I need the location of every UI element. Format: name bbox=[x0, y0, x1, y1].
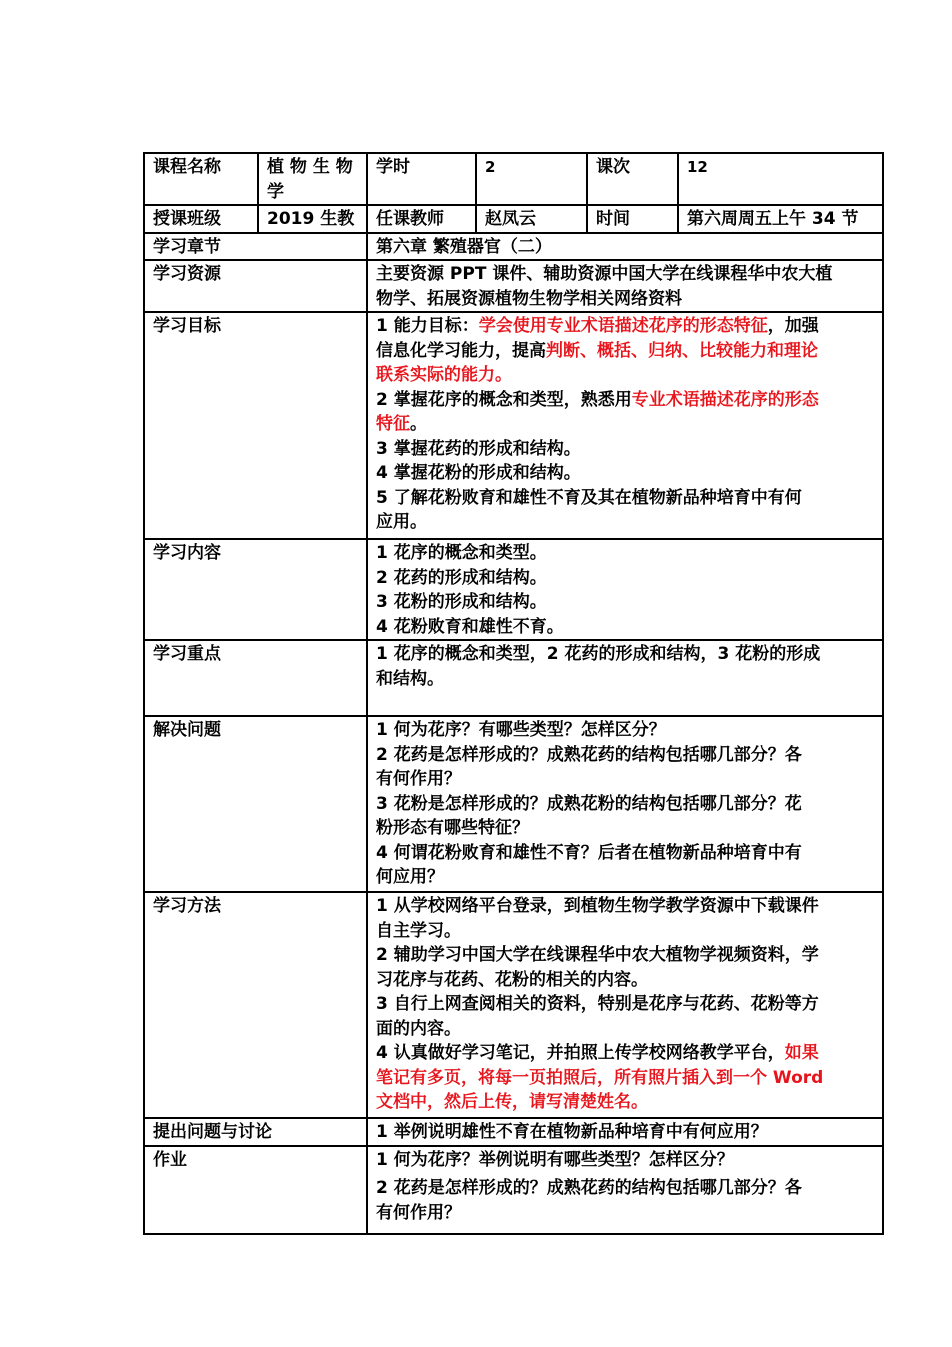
goal-1-line-1: 1 能力目标：学会使用专业术语描述花序的形态特征，加强 bbox=[376, 316, 819, 336]
problems-value: 1 何为花序？有哪些类型？怎样区分？ 2 花药是怎样形成的？成熟花药的结构包括哪几部分？各 有何作用？ 3 花粉是怎样形成的？成熟花粉的结构包括哪几部分？花 粉形态有哪些特征？ 4 何谓花粉败育和雄性不育？后者在植物新品种培育中有 何应用？ bbox=[367, 716, 883, 892]
content-item: 4 花粉败育和雄性不育。 bbox=[376, 616, 564, 637]
goal-1-line-3: 联系实际的能力。 bbox=[376, 365, 512, 385]
content-item: 2 花药的形成和结构。 bbox=[376, 567, 547, 588]
row-methods bbox=[144, 892, 883, 1118]
discussion-value: 1 举例说明雄性不育在植物新品种培育中有何应用？ bbox=[367, 1118, 883, 1146]
content-label: 学习内容 bbox=[144, 539, 367, 640]
content-item: 3 花粉的形成和结构。 bbox=[376, 592, 547, 612]
goal-5-line-2: 应用。 bbox=[376, 512, 427, 532]
chapter-label: 学习章节 bbox=[144, 233, 367, 261]
methods-value: 1 从学校网络平台登录，到植物生物学教学资源中下载课件 自主学习。 2 辅助学习中国大学在线课程华中农大植物学视频资料，学 习花序与花药、花粉的相关的内容。 3 自行上网查阅相关的资料，特别是花序与花药、花粉等方 面的内容。 4 认真做好学习笔记，并拍照上传学校网络教学平台，如果 笔记有多页，将每一页拍照后，所有照片插入到一个 Word 文档中，然后上传，请写清楚姓名。 bbox=[367, 892, 883, 1118]
goal-2-line-2: 特征。 bbox=[376, 414, 427, 434]
goal-5-line-1: 5 了解花粉败育和雄性不育及其在植物新品种培育中有何 bbox=[376, 487, 802, 508]
row-goals bbox=[144, 312, 883, 539]
problems-label: 解决问题 bbox=[144, 716, 367, 892]
hours-label: 学时 bbox=[367, 153, 476, 205]
methods-label: 学习方法 bbox=[144, 892, 367, 1118]
keypoints-value: 1 花序的概念和类型，2 花药的形成和结构，3 花粉的形成 和结构。 bbox=[367, 640, 883, 716]
row-problems bbox=[144, 716, 883, 892]
goal-3: 3 掌握花药的形成和结构。 bbox=[376, 438, 581, 459]
row-content bbox=[144, 539, 883, 640]
method-4-line-3: 文档中，然后上传，请写清楚姓名。 bbox=[376, 1092, 648, 1112]
class-label: 授课班级 bbox=[144, 205, 258, 233]
method-4-line-2: 笔记有多页，将每一页拍照后，所有照片插入到一个 Word bbox=[376, 1067, 824, 1088]
row-class-info bbox=[144, 205, 883, 233]
session-value: 12 bbox=[678, 153, 883, 205]
chapter-value: 第六章 繁殖器官（二） bbox=[367, 233, 883, 261]
class-value: 2019 生教 bbox=[258, 205, 367, 233]
goal-2-line-1: 2 掌握花序的概念和类型，熟悉用专业术语描述花序的形态 bbox=[376, 389, 819, 410]
session-label: 课次 bbox=[587, 153, 678, 205]
goals-value bbox=[367, 312, 883, 539]
goal-1-line-2: 信息化学习能力，提高判断、概括、归纳、比较能力和理论 bbox=[376, 340, 818, 361]
row-homework bbox=[144, 1146, 883, 1234]
homework-value: 1 何为花序？举例说明有哪些类型？怎样区分？ 2 花药是怎样形成的？成熟花药的结构包括哪几部分？各 有何作用？ bbox=[367, 1146, 883, 1234]
row-resources bbox=[144, 260, 883, 312]
content-value bbox=[367, 539, 883, 640]
hours-value: 2 bbox=[476, 153, 587, 205]
row-course-info bbox=[144, 153, 883, 205]
discussion-label: 提出问题与讨论 bbox=[144, 1118, 367, 1146]
homework-label: 作业 bbox=[144, 1146, 367, 1234]
time-value: 第六周周五上午 34 节 bbox=[678, 205, 883, 233]
resources-label: 学习资源 bbox=[144, 260, 367, 312]
keypoints-label: 学习重点 bbox=[144, 640, 367, 716]
course-plan-table bbox=[143, 152, 884, 1235]
row-chapter bbox=[144, 233, 883, 261]
goal-4: 4 掌握花粉的形成和结构。 bbox=[376, 463, 581, 483]
row-discussion bbox=[144, 1118, 883, 1146]
course-name-value: 植 物 生 物 学 bbox=[258, 153, 367, 205]
time-label: 时间 bbox=[587, 205, 678, 233]
goals-label: 学习目标 bbox=[144, 312, 367, 539]
teacher-label: 任课教师 bbox=[367, 205, 476, 233]
content-item: 1 花序的概念和类型。 bbox=[376, 543, 547, 563]
row-keypoints bbox=[144, 640, 883, 716]
course-name-label: 课程名称 bbox=[144, 153, 258, 205]
method-4-line-1: 4 认真做好学习笔记，并拍照上传学校网络教学平台，如果 bbox=[376, 1043, 819, 1063]
teacher-value: 赵凤云 bbox=[476, 205, 587, 233]
resources-value: 主要资源 PPT 课件、辅助资源中国大学在线课程华中农大植 物学、拓展资源植物生物学相关网络资料 bbox=[367, 260, 883, 312]
